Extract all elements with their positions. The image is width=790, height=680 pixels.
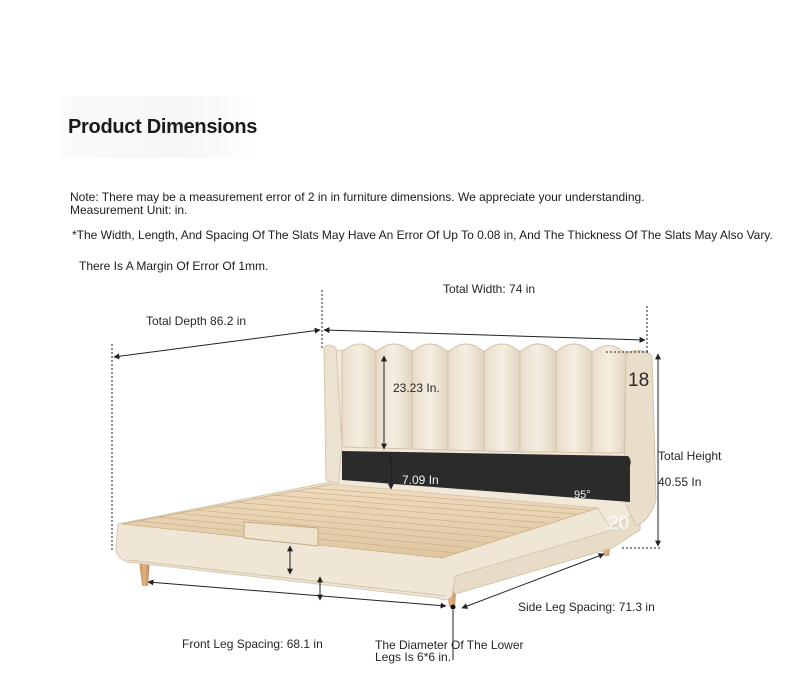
- total-depth-label: Total Depth 86.2 in: [146, 314, 247, 328]
- leg-diameter-label-line2: Legs Is 6*6 in.: [375, 650, 452, 664]
- front-leg-spacing-label: Front Leg Spacing: 68.1 in: [182, 637, 323, 651]
- headboard-channels: [342, 344, 626, 453]
- total-height-title: Total Height: [658, 449, 722, 463]
- total-height-value: 40.55 In: [658, 475, 702, 489]
- side-leg-spacing-label: Side Leg Spacing: 71.3 in: [518, 600, 655, 614]
- note-margin-error: There Is A Margin Of Error Of 1mm.: [79, 259, 269, 273]
- side-marker-bottom: 20: [608, 513, 630, 534]
- note-slats-error: *The Width, Length, And Spacing Of The Slats May Have An Error Of Up To 0.08 in, And The Thickness Of The Slats May Also Vary.: [72, 228, 773, 242]
- page-title: Product Dimensions: [68, 116, 258, 138]
- leg-diameter-label-line1: The Diameter Of The Lower: [375, 638, 524, 652]
- panel-height-label: 7.09 In: [402, 473, 439, 487]
- note-measurement-unit: Measurement Unit: in.: [70, 203, 188, 217]
- total-width-label: Total Width: 74 in: [443, 282, 536, 296]
- headboard-angle-label: 95°: [574, 489, 591, 501]
- note-measurement-error: Note: There may be a measurement error of 2 in in furniture dimensions. We appreciate your understanding.: [70, 190, 645, 204]
- headboard-height-label: 23.23 In.: [393, 381, 440, 395]
- side-marker-top: 18: [628, 370, 650, 391]
